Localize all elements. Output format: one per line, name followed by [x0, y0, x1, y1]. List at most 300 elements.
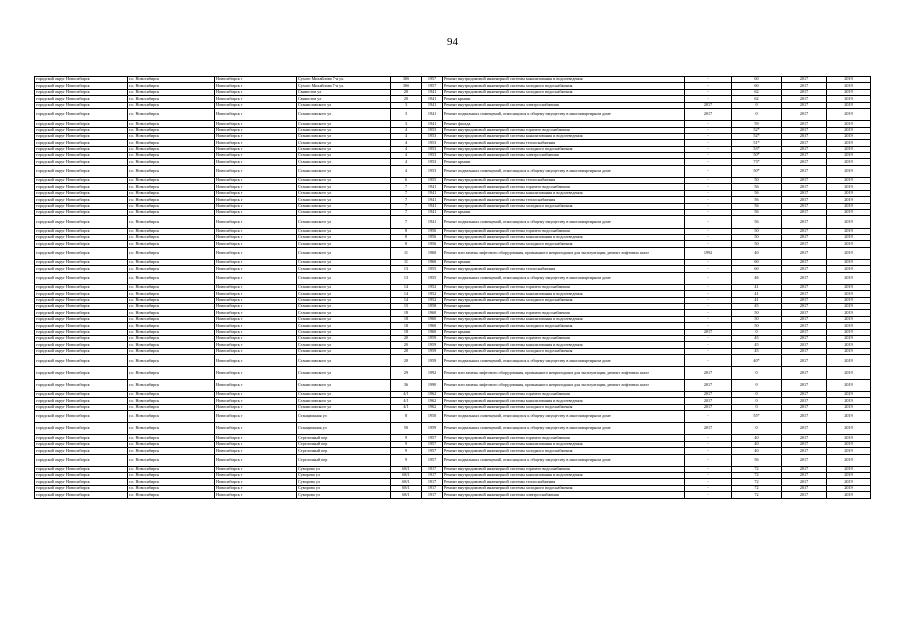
cell-street: Станиславского ул	[297, 228, 391, 234]
cell-planned-share: 52*	[732, 133, 782, 139]
cell-district: г.о. Новосибирск	[128, 410, 215, 422]
cell-district: г.о. Новосибирск	[128, 391, 215, 397]
cell-year: 1960	[422, 310, 443, 316]
cell-settlement: Новосибирск г	[215, 184, 297, 190]
cell-settlement: Новосибирск г	[215, 492, 297, 498]
cell-year: 1962	[422, 398, 443, 404]
cell-period-end: 2019	[827, 102, 871, 108]
cell-settlement: Новосибирск г	[215, 310, 297, 316]
cell-work-type: Ремонт или замена лифтового оборудования, признанного непригодным для эксплуатации, ремонт лифтовых шахт	[443, 379, 685, 391]
cell-work-type: Ремонт внутридомовой инженерной системы холодного водоснабжения	[443, 323, 685, 329]
cell-street: Станиславского ул	[297, 367, 391, 379]
cell-period-end: 2019	[827, 391, 871, 397]
cell-period-start: 2017	[782, 342, 827, 348]
cell-settlement: Новосибирск г	[215, 153, 297, 159]
table-row	[35, 423, 871, 435]
cell-last-repair: -	[685, 121, 732, 127]
cell-period-start: 2017	[782, 485, 827, 491]
cell-settlement: Новосибирск г	[215, 127, 297, 133]
cell-last-repair: 2017	[685, 423, 732, 435]
cell-street: Сухого Михайлова 7-я ул.	[297, 83, 391, 89]
cell-house: 20	[391, 336, 422, 342]
cell-period-start: 2017	[782, 423, 827, 435]
cell-period-end: 2019	[827, 121, 871, 127]
cell-period-end: 2019	[827, 329, 871, 335]
cell-period-start: 2017	[782, 348, 827, 354]
cell-period-end: 2019	[827, 197, 871, 203]
cell-settlement: Новосибирск г	[215, 348, 297, 354]
cell-work-type: Ремонт внутридомовой инженерной системы канализования и водоотведения	[443, 291, 685, 297]
cell-street: Станиславского ул	[297, 216, 391, 228]
cell-work-type: Ремонт фасада	[443, 121, 685, 127]
cell-planned-share: 72	[732, 466, 782, 472]
cell-period-start: 2017	[782, 234, 827, 240]
cell-work-type: Ремонт подвальных помещений, относящихся к общему имуществу в многоквартирном доме	[443, 454, 685, 466]
cell-last-repair: -	[685, 228, 732, 234]
cell-last-repair: -	[685, 210, 732, 216]
cell-last-repair: -	[685, 492, 732, 498]
cell-year: 1917	[422, 466, 443, 472]
cell-house: 7	[391, 184, 422, 190]
cell-district: г.о. Новосибирск	[128, 310, 215, 316]
cell-municipality: городской округ Новосибирск	[35, 410, 128, 422]
cell-period-end: 2019	[827, 127, 871, 133]
cell-planned-share: 41	[732, 284, 782, 290]
cell-period-start: 2017	[782, 203, 827, 209]
cell-municipality: городской округ Новосибирск	[35, 140, 128, 146]
register-table	[34, 76, 871, 499]
cell-work-type: Ремонт внутридомовой инженерной системы теплоснабжения	[443, 266, 685, 272]
cell-settlement: Новосибирск г	[215, 216, 297, 228]
cell-year: 1953	[422, 127, 443, 133]
cell-house: 3	[391, 102, 422, 108]
cell-period-end: 2019	[827, 297, 871, 303]
cell-house: 11	[391, 259, 422, 265]
cell-work-type: Ремонт подвальных помещений, относящихся к общему имуществу в многоквартирном доме	[443, 165, 685, 177]
cell-settlement: Новосибирск г	[215, 454, 297, 466]
cell-street: Станиславского ул	[297, 159, 391, 165]
cell-planned-share: 72	[732, 473, 782, 479]
cell-work-type: Ремонт внутридомовой инженерной системы канализования и водоотведения	[443, 77, 685, 83]
cell-settlement: Новосибирск г	[215, 89, 297, 95]
cell-planned-share: 62	[732, 89, 782, 95]
cell-municipality: городской округ Новосибирск	[35, 216, 128, 228]
cell-settlement: Новосибирск г	[215, 197, 297, 203]
cell-period-end: 2019	[827, 266, 871, 272]
cell-street: Станиславского ул	[297, 146, 391, 152]
cell-year: 1955	[422, 178, 443, 184]
cell-municipality: городской округ Новосибирск	[35, 102, 128, 108]
cell-municipality: городской округ Новосибирск	[35, 89, 128, 95]
cell-year: 1917	[422, 473, 443, 479]
cell-settlement: Новосибирск г	[215, 355, 297, 367]
cell-period-end: 2019	[827, 146, 871, 152]
cell-street: Суворова ул	[297, 473, 391, 479]
cell-settlement: Новосибирск г	[215, 203, 297, 209]
cell-period-start: 2017	[782, 96, 827, 102]
cell-period-start: 2017	[782, 197, 827, 203]
cell-house: 4/1	[391, 391, 422, 397]
cell-settlement: Новосибирск г	[215, 178, 297, 184]
cell-house: 20	[391, 355, 422, 367]
cell-house: 50	[391, 423, 422, 435]
cell-municipality: городской округ Новосибирск	[35, 108, 128, 120]
cell-period-end: 2019	[827, 398, 871, 404]
cell-last-repair: 2017	[685, 391, 732, 397]
cell-period-end: 2019	[827, 133, 871, 139]
cell-work-type: Ремонт внутридомовой инженерной системы холодного водоснабжения	[443, 203, 685, 209]
cell-house: 14	[391, 291, 422, 297]
cell-settlement: Новосибирск г	[215, 121, 297, 127]
cell-period-start: 2017	[782, 479, 827, 485]
table-row	[35, 108, 871, 120]
cell-municipality: городской округ Новосибирск	[35, 83, 128, 89]
cell-municipality: городской округ Новосибирск	[35, 291, 128, 297]
cell-street: Станиславского ул	[297, 184, 391, 190]
cell-year: 1941	[422, 184, 443, 190]
cell-settlement: Новосибирск г	[215, 272, 297, 284]
cell-year: 1960	[422, 323, 443, 329]
cell-settlement: Новосибирск г	[215, 259, 297, 265]
cell-district: г.о. Новосибирск	[128, 247, 215, 259]
cell-period-start: 2017	[782, 190, 827, 196]
cell-settlement: Новосибирск г	[215, 485, 297, 491]
cell-work-type: Ремонт внутридомовой инженерной системы канализования и водоотведения	[443, 441, 685, 447]
cell-work-type: Ремонт внутридомовой инженерной системы электроснабжения	[443, 102, 685, 108]
cell-period-end: 2019	[827, 342, 871, 348]
cell-street: Станиславского ул	[297, 259, 391, 265]
cell-period-end: 2019	[827, 448, 871, 454]
cell-municipality: городской округ Новосибирск	[35, 448, 128, 454]
cell-district: г.о. Новосибирск	[128, 203, 215, 209]
cell-settlement: Новосибирск г	[215, 77, 297, 83]
cell-municipality: городской округ Новосибирск	[35, 323, 128, 329]
cell-period-start: 2017	[782, 77, 827, 83]
cell-settlement: Новосибирск г	[215, 241, 297, 247]
cell-period-start: 2017	[782, 336, 827, 342]
cell-work-type: Ремонт внутридомовой инженерной системы холодного водоснабжения	[443, 448, 685, 454]
cell-municipality: городской округ Новосибирск	[35, 336, 128, 342]
cell-year: 1955	[422, 272, 443, 284]
cell-last-repair: 2017	[685, 367, 732, 379]
cell-last-repair: -	[685, 266, 732, 272]
cell-street: Станиславского ул	[297, 310, 391, 316]
table-row	[35, 454, 871, 466]
cell-house: 9	[391, 441, 422, 447]
cell-district: г.о. Новосибирск	[128, 441, 215, 447]
cell-year: 1959	[422, 348, 443, 354]
cell-planned-share: 55*	[732, 410, 782, 422]
cell-settlement: Новосибирск г	[215, 284, 297, 290]
cell-last-repair: -	[685, 272, 732, 284]
cell-street: Станиславского ул	[297, 284, 391, 290]
cell-period-start: 2017	[782, 404, 827, 410]
cell-year: 1958	[422, 304, 443, 310]
cell-period-end: 2019	[827, 492, 871, 498]
cell-period-start: 2017	[782, 310, 827, 316]
cell-settlement: Новосибирск г	[215, 367, 297, 379]
cell-planned-share: 56	[732, 197, 782, 203]
cell-period-start: 2017	[782, 127, 827, 133]
cell-last-repair: -	[685, 234, 732, 240]
cell-period-end: 2019	[827, 410, 871, 422]
cell-period-end: 2019	[827, 184, 871, 190]
cell-period-end: 2019	[827, 247, 871, 259]
cell-house: 29	[391, 367, 422, 379]
cell-period-start: 2017	[782, 466, 827, 472]
cell-planned-share: 52*	[732, 127, 782, 133]
cell-period-start: 2017	[782, 391, 827, 397]
cell-period-end: 2019	[827, 454, 871, 466]
cell-house: 20	[391, 342, 422, 348]
cell-last-repair: -	[685, 323, 732, 329]
cell-municipality: городской округ Новосибирск	[35, 146, 128, 152]
cell-last-repair: -	[685, 348, 732, 354]
cell-settlement: Новосибирск г	[215, 342, 297, 348]
cell-district: г.о. Новосибирск	[128, 435, 215, 441]
cell-house: 68/1	[391, 473, 422, 479]
cell-planned-share: 0	[732, 367, 782, 379]
cell-municipality: городской округ Новосибирск	[35, 165, 128, 177]
cell-settlement: Новосибирск г	[215, 316, 297, 322]
cell-planned-share: 53*	[732, 146, 782, 152]
cell-municipality: городской округ Новосибирск	[35, 153, 128, 159]
cell-house: 18	[391, 329, 422, 335]
cell-house: 8	[391, 234, 422, 240]
cell-period-end: 2019	[827, 466, 871, 472]
cell-settlement: Новосибирск г	[215, 102, 297, 108]
cell-street: Станиславского ул	[297, 165, 391, 177]
cell-planned-share: 50*	[732, 165, 782, 177]
cell-district: г.о. Новосибирск	[128, 210, 215, 216]
cell-municipality: городской округ Новосибирск	[35, 473, 128, 479]
cell-last-repair: -	[685, 153, 732, 159]
cell-street: Станиславского ул	[297, 178, 391, 184]
cell-work-type: Ремонт внутридомовой инженерной системы теплоснабжения	[443, 197, 685, 203]
cell-house: 68/1	[391, 479, 422, 485]
cell-planned-share: 0	[732, 379, 782, 391]
cell-municipality: городской округ Новосибирск	[35, 492, 128, 498]
cell-house: 18	[391, 316, 422, 322]
cell-planned-share: 40	[732, 441, 782, 447]
cell-period-end: 2019	[827, 316, 871, 322]
cell-period-start: 2017	[782, 178, 827, 184]
cell-district: г.о. Новосибирск	[128, 178, 215, 184]
cell-settlement: Новосибирск г	[215, 329, 297, 335]
cell-municipality: городской округ Новосибирск	[35, 133, 128, 139]
cell-period-end: 2019	[827, 77, 871, 83]
cell-work-type: Ремонт внутридомовой инженерной системы канализования и водоотведения	[443, 234, 685, 240]
cell-settlement: Новосибирск г	[215, 83, 297, 89]
cell-planned-share: 0	[732, 398, 782, 404]
cell-last-repair: -	[685, 165, 732, 177]
cell-year: 1953	[422, 159, 443, 165]
cell-last-repair: 2017	[685, 102, 732, 108]
cell-work-type: Ремонт внутридомовой инженерной системы холодного водоснабжения	[443, 146, 685, 152]
cell-street: Станционная ул	[297, 410, 391, 422]
cell-district: г.о. Новосибирск	[128, 348, 215, 354]
cell-district: г.о. Новосибирск	[128, 473, 215, 479]
cell-house: 4	[391, 159, 422, 165]
cell-period-start: 2017	[782, 259, 827, 265]
cell-municipality: городской округ Новосибирск	[35, 159, 128, 165]
cell-year: 1917	[422, 485, 443, 491]
cell-settlement: Новосибирск г	[215, 398, 297, 404]
cell-planned-share: 40*	[732, 355, 782, 367]
cell-planned-share: 56	[732, 454, 782, 466]
cell-last-repair: -	[685, 297, 732, 303]
table-row	[35, 379, 871, 391]
cell-street: Станиславского ул	[297, 404, 391, 410]
cell-last-repair: -	[685, 140, 732, 146]
cell-period-start: 2017	[782, 140, 827, 146]
cell-year: 1941	[422, 121, 443, 127]
cell-period-end: 2019	[827, 348, 871, 354]
cell-planned-share: 50	[732, 228, 782, 234]
cell-house: 4	[391, 165, 422, 177]
cell-period-end: 2019	[827, 216, 871, 228]
cell-street: Суворова ул	[297, 485, 391, 491]
cell-municipality: городской округ Новосибирск	[35, 391, 128, 397]
table-row	[35, 492, 871, 498]
cell-district: г.о. Новосибирск	[128, 272, 215, 284]
cell-work-type: Ремонт внутридомовой инженерной системы теплоснабжения	[443, 140, 685, 146]
cell-street: Станиславского ул	[297, 241, 391, 247]
cell-settlement: Новосибирск г	[215, 379, 297, 391]
cell-street: Станиславского ул	[297, 336, 391, 342]
cell-period-start: 2017	[782, 83, 827, 89]
cell-period-start: 2017	[782, 410, 827, 422]
cell-planned-share: 0	[732, 391, 782, 397]
cell-district: г.о. Новосибирск	[128, 83, 215, 89]
cell-municipality: городской округ Новосибирск	[35, 441, 128, 447]
cell-work-type: Ремонт внутридомовой инженерной системы холодного водоснабжения	[443, 89, 685, 95]
cell-municipality: городской округ Новосибирск	[35, 178, 128, 184]
cell-planned-share: 41	[732, 291, 782, 297]
cell-street: Станиславского ул	[297, 329, 391, 335]
cell-year: 1956	[422, 234, 443, 240]
table-row	[35, 165, 871, 177]
cell-last-repair: -	[685, 336, 732, 342]
cell-work-type: Ремонт внутридомовой инженерной системы теплоснабжения	[443, 479, 685, 485]
cell-street: Суворова ул	[297, 479, 391, 485]
cell-period-start: 2017	[782, 355, 827, 367]
cell-street: Станиславского ул	[297, 355, 391, 367]
cell-work-type: Ремонт внутридомовой инженерной системы горячего водоснабжения	[443, 391, 685, 397]
cell-last-repair: -	[685, 310, 732, 316]
cell-period-start: 2017	[782, 89, 827, 95]
cell-period-start: 2017	[782, 241, 827, 247]
cell-district: г.о. Новосибирск	[128, 454, 215, 466]
cell-period-start: 2017	[782, 216, 827, 228]
cell-period-start: 2017	[782, 228, 827, 234]
cell-district: г.о. Новосибирск	[128, 133, 215, 139]
cell-period-end: 2019	[827, 140, 871, 146]
cell-settlement: Новосибирск г	[215, 159, 297, 165]
cell-municipality: городской округ Новосибирск	[35, 284, 128, 290]
cell-period-end: 2019	[827, 96, 871, 102]
cell-planned-share: 73*	[732, 159, 782, 165]
cell-year: 1917	[422, 479, 443, 485]
cell-planned-share: 60	[732, 266, 782, 272]
cell-municipality: городской округ Новосибирск	[35, 479, 128, 485]
cell-district: г.о. Новосибирск	[128, 367, 215, 379]
cell-district: г.о. Новосибирск	[128, 241, 215, 247]
cell-work-type: Ремонт подвальных помещений, относящихся к общему имуществу в многоквартирном доме	[443, 355, 685, 367]
cell-period-end: 2019	[827, 210, 871, 216]
cell-municipality: городской округ Новосибирск	[35, 272, 128, 284]
cell-last-repair: -	[685, 241, 732, 247]
cell-year: 1941	[422, 102, 443, 108]
cell-work-type: Ремонт внутридомовой инженерной системы канализования и водоотведения	[443, 133, 685, 139]
table-row	[35, 216, 871, 228]
cell-year: 1941	[422, 197, 443, 203]
cell-period-end: 2019	[827, 284, 871, 290]
cell-street: Станиславского ул	[297, 266, 391, 272]
cell-house: 4	[391, 153, 422, 159]
cell-planned-share: 40	[732, 448, 782, 454]
cell-municipality: городской округ Новосибирск	[35, 121, 128, 127]
cell-period-start: 2017	[782, 146, 827, 152]
cell-last-repair: -	[685, 284, 732, 290]
cell-year: 1962	[422, 391, 443, 397]
cell-year: 1953	[422, 153, 443, 159]
cell-settlement: Новосибирск г	[215, 323, 297, 329]
cell-settlement: Новосибирск г	[215, 448, 297, 454]
cell-district: г.о. Новосибирск	[128, 89, 215, 95]
cell-period-end: 2019	[827, 89, 871, 95]
cell-street: Сухого Михайлова 7-я ул.	[297, 77, 391, 83]
cell-planned-share: 46	[732, 272, 782, 284]
cell-year: 1941	[422, 190, 443, 196]
cell-municipality: городской округ Новосибирск	[35, 197, 128, 203]
cell-planned-share: 50	[732, 310, 782, 316]
cell-district: г.о. Новосибирск	[128, 102, 215, 108]
cell-planned-share: 72	[732, 492, 782, 498]
cell-municipality: городской округ Новосибирск	[35, 379, 128, 391]
cell-street: Станиславского ул	[297, 197, 391, 203]
cell-planned-share: 60	[732, 77, 782, 83]
cell-year: 1960	[422, 247, 443, 259]
cell-year: 1917	[422, 492, 443, 498]
cell-district: г.о. Новосибирск	[128, 291, 215, 297]
cell-period-end: 2019	[827, 379, 871, 391]
cell-district: г.о. Новосибирск	[128, 197, 215, 203]
cell-last-repair: -	[685, 316, 732, 322]
cell-district: г.о. Новосибирск	[128, 184, 215, 190]
cell-period-start: 2017	[782, 454, 827, 466]
cell-year: 1955	[422, 266, 443, 272]
cell-period-end: 2019	[827, 190, 871, 196]
page-number: 94	[447, 36, 458, 48]
cell-district: г.о. Новосибирск	[128, 153, 215, 159]
cell-settlement: Новосибирск г	[215, 291, 297, 297]
cell-planned-share: 50	[732, 316, 782, 322]
cell-work-type: Ремонт крыши	[443, 259, 685, 265]
cell-year: 1941	[422, 203, 443, 209]
cell-house: 4	[391, 140, 422, 146]
cell-district: г.о. Новосибирск	[128, 492, 215, 498]
cell-work-type: Ремонт внутридомовой инженерной системы горячего водоснабжения	[443, 466, 685, 472]
cell-settlement: Новосибирск г	[215, 146, 297, 152]
cell-period-end: 2019	[827, 203, 871, 209]
cell-house: 7	[391, 216, 422, 228]
cell-last-repair: -	[685, 83, 732, 89]
cell-municipality: городской округ Новосибирск	[35, 310, 128, 316]
cell-settlement: Новосибирск г	[215, 96, 297, 102]
cell-district: г.о. Новосибирск	[128, 448, 215, 454]
cell-planned-share: 41	[732, 297, 782, 303]
